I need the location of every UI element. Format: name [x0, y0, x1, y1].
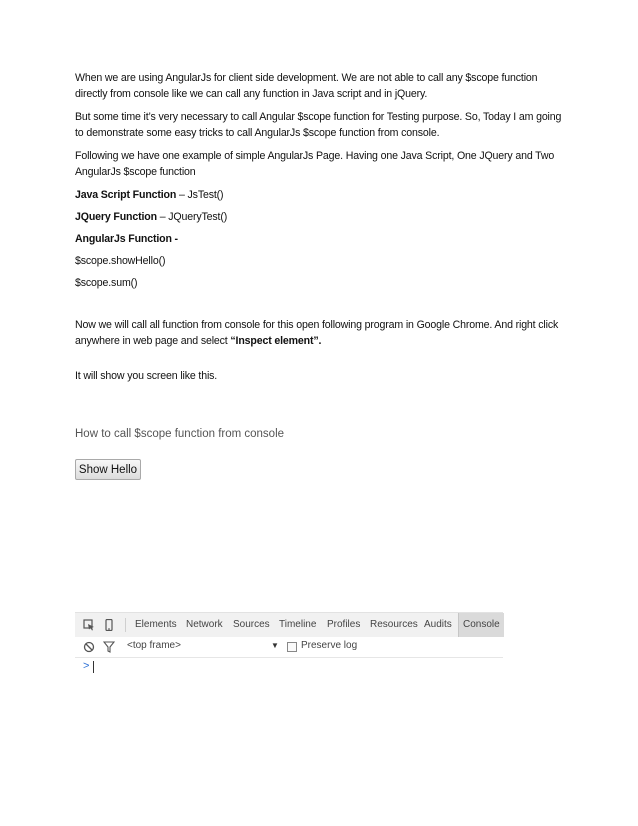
line-angular-function — [75, 231, 565, 247]
console-toolbar — [75, 637, 503, 658]
embedded-page-screenshot — [75, 428, 285, 476]
tab-timeline[interactable]: Timeline — [279, 619, 317, 630]
jquery-function-label: JQuery Function — [75, 211, 157, 223]
js-function-label: Java Script Function — [75, 189, 177, 201]
angular-function-label: AngularJs Function - — [75, 233, 178, 245]
devtools-toolbar — [75, 612, 503, 638]
paragraph-screen-intro: It will show you screen like this. — [75, 370, 218, 382]
tab-profiles[interactable]: Profiles — [327, 619, 361, 630]
line-js-function — [75, 187, 565, 203]
show-hello-button[interactable]: Show Hello — [75, 459, 141, 480]
tab-sources[interactable]: Sources — [233, 619, 270, 630]
toolbar-divider — [125, 618, 126, 632]
line-jquery-function — [75, 209, 565, 225]
devtools-screenshot — [75, 612, 503, 680]
tab-elements[interactable]: Elements — [135, 619, 177, 630]
console-prompt-icon: > — [83, 660, 90, 672]
tab-console[interactable]: Console — [458, 613, 504, 637]
clear-console-icon[interactable] — [83, 641, 95, 653]
tab-network[interactable]: Network — [186, 619, 223, 630]
jquery-function-value: – JQueryTest() — [156, 211, 228, 223]
instructions-text: Now we will call all function from console for this open following program in Google Chrome. And right click anywhere in web page and select — [75, 319, 559, 347]
dropdown-caret-icon[interactable]: ▼ — [271, 641, 279, 650]
tab-resources[interactable]: Resources — [370, 619, 418, 630]
paragraph-console-instructions — [75, 317, 565, 349]
paragraph-intro: When we are using AngularJs for client side development. We are not able to call any $scope function directly from console like we can call any function in Java script and in jQuery. — [75, 72, 538, 100]
preserve-log-label: Preserve log — [301, 640, 358, 651]
line-scope-showhello: $scope.showHello() — [75, 255, 166, 267]
js-function-value: – JsTest() — [176, 189, 224, 201]
filter-icon[interactable] — [103, 641, 115, 653]
frame-selector[interactable]: <top frame> — [127, 640, 181, 651]
inspect-element-text: “Inspect element”. — [230, 335, 322, 347]
document-body — [75, 70, 565, 391]
tab-audits[interactable]: Audits — [424, 619, 452, 630]
inspect-cursor-icon[interactable] — [83, 619, 95, 631]
line-scope-sum: $scope.sum() — [75, 277, 138, 289]
console-input-cursor[interactable] — [93, 661, 94, 673]
preserve-log-checkbox[interactable] — [287, 642, 297, 652]
paragraph-purpose: But some time it’s very necessary to call Angular $scope function for Testing purpose. So, Today I am going to demonstrate some easy tricks to call AngularJs $scope function from console. — [75, 111, 562, 139]
device-mode-icon[interactable] — [103, 619, 115, 631]
paragraph-example: Following we have one example of simple AngularJs Page. Having one Java Script, One JQuery and Two AngularJs $scope function — [75, 150, 555, 178]
screenshot-page-title: How to call $scope function from console — [75, 428, 285, 440]
